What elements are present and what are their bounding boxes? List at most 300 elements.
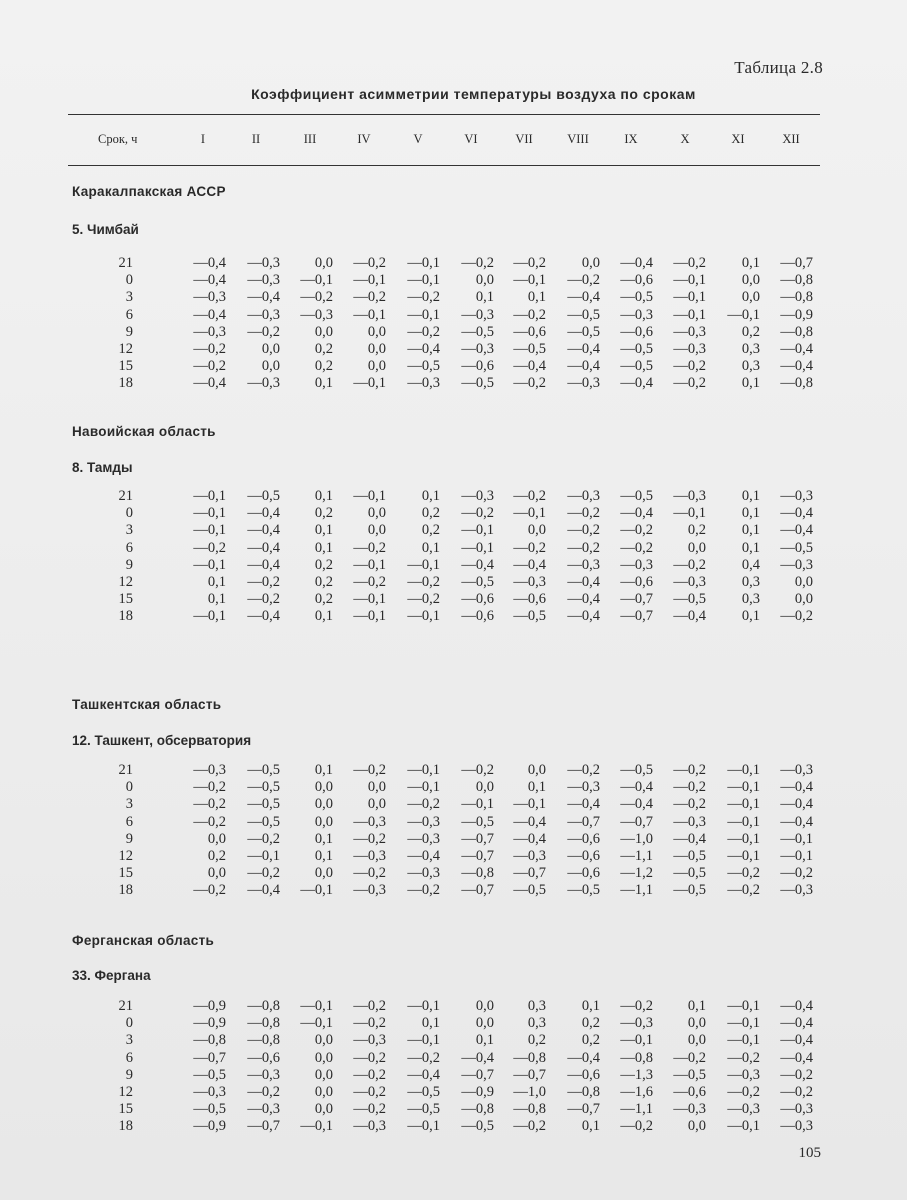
value-cell: 0,2 bbox=[581, 1015, 600, 1032]
table-row bbox=[0, 865, 907, 882]
value-cell: —0,3 bbox=[620, 1015, 653, 1032]
value-cell: —0,3 bbox=[673, 340, 706, 357]
value-cell: 0,0 bbox=[741, 272, 760, 289]
value-cell: 0,0 bbox=[314, 323, 333, 340]
value-cell: 0,3 bbox=[741, 573, 760, 590]
value-cell: —0,1 bbox=[407, 998, 440, 1014]
value-cell: 0,3 bbox=[527, 1015, 546, 1032]
value-cell: —0,8 bbox=[780, 375, 813, 392]
value-cell: 0,0 bbox=[367, 522, 386, 539]
value-cell: —0,1 bbox=[193, 556, 226, 573]
value-cell: —0,1 bbox=[353, 591, 386, 608]
value-cell: —0,5 bbox=[461, 1118, 494, 1135]
table-row bbox=[0, 272, 907, 289]
value-cell: —0,5 bbox=[620, 762, 653, 778]
value-cell: —0,4 bbox=[247, 522, 280, 539]
value-cell: 0,0 bbox=[367, 779, 386, 796]
value-cell: —0,3 bbox=[461, 340, 494, 357]
value-cell: —0,1 bbox=[193, 608, 226, 625]
value-cell: —0,1 bbox=[407, 1032, 440, 1049]
value-cell: —0,3 bbox=[353, 1118, 386, 1135]
value-cell: 0,0 bbox=[687, 1032, 706, 1049]
value-cell: —0,4 bbox=[567, 608, 600, 625]
srok-cell: 12 bbox=[118, 1083, 133, 1100]
value-cell: —0,5 bbox=[247, 762, 280, 778]
value-cell: —0,4 bbox=[407, 340, 440, 357]
value-cell: —0,7 bbox=[513, 1066, 546, 1083]
value-cell: 0,2 bbox=[314, 573, 333, 590]
value-cell: —0,7 bbox=[461, 882, 494, 899]
value-cell: —0,1 bbox=[673, 289, 706, 306]
value-cell: —0,1 bbox=[673, 272, 706, 289]
value-cell: 0,0 bbox=[527, 522, 546, 539]
value-cell: —0,7 bbox=[567, 1101, 600, 1118]
value-cell: —0,4 bbox=[780, 1015, 813, 1032]
value-cell: —0,2 bbox=[673, 762, 706, 778]
value-cell: —0,8 bbox=[567, 1083, 600, 1100]
srok-cell: 0 bbox=[125, 272, 133, 289]
value-cell: —0,8 bbox=[461, 1101, 494, 1118]
value-cell: —0,4 bbox=[620, 796, 653, 813]
value-cell: 0,1 bbox=[581, 998, 600, 1014]
value-cell: —0,4 bbox=[567, 796, 600, 813]
value-cell: —0,3 bbox=[780, 556, 813, 573]
value-cell: —0,1 bbox=[780, 830, 813, 847]
value-cell: —0,5 bbox=[620, 488, 653, 504]
value-cell: 0,2 bbox=[207, 847, 226, 864]
srok-cell: 12 bbox=[118, 340, 133, 357]
month-header: VII bbox=[515, 132, 533, 146]
value-cell: —0,2 bbox=[620, 522, 653, 539]
table-row bbox=[0, 1050, 907, 1067]
value-cell: 0,0 bbox=[367, 796, 386, 813]
value-cell: —0,1 bbox=[461, 796, 494, 813]
value-cell: —0,2 bbox=[407, 1049, 440, 1066]
value-cell: —0,2 bbox=[193, 882, 226, 899]
value-cell: 0,1 bbox=[314, 539, 333, 556]
value-cell: —0,1 bbox=[727, 306, 760, 323]
value-cell: —0,2 bbox=[353, 1049, 386, 1066]
srok-cell: 9 bbox=[125, 830, 133, 847]
value-cell: —0,2 bbox=[193, 796, 226, 813]
value-cell: —0,2 bbox=[193, 358, 226, 375]
value-cell: —0,3 bbox=[780, 762, 813, 778]
value-cell: —0,2 bbox=[353, 830, 386, 847]
value-cell: —0,2 bbox=[673, 779, 706, 796]
value-cell: 0,1 bbox=[314, 830, 333, 847]
value-cell: —0,4 bbox=[567, 1049, 600, 1066]
value-cell: —0,2 bbox=[193, 813, 226, 830]
month-header: X bbox=[680, 132, 690, 146]
value-cell: —0,2 bbox=[353, 998, 386, 1014]
value-cell: 0,0 bbox=[314, 1066, 333, 1083]
station-title: 5. Чимбай bbox=[72, 222, 139, 237]
value-cell: 0,1 bbox=[741, 488, 760, 504]
value-cell: —0,6 bbox=[461, 591, 494, 608]
value-cell: —0,2 bbox=[407, 796, 440, 813]
value-cell: —0,2 bbox=[727, 882, 760, 899]
value-cell: —0,3 bbox=[673, 323, 706, 340]
value-cell: —0,1 bbox=[353, 556, 386, 573]
value-cell: 0,0 bbox=[475, 998, 494, 1014]
value-cell: 0,1 bbox=[314, 608, 333, 625]
value-cell: —0,5 bbox=[780, 539, 813, 556]
value-cell: —0,4 bbox=[247, 608, 280, 625]
value-cell: 0,1 bbox=[421, 1015, 440, 1032]
srok-cell: 0 bbox=[125, 505, 133, 522]
value-cell: —0,2 bbox=[673, 255, 706, 271]
value-cell: —0,1 bbox=[780, 847, 813, 864]
station-data-block bbox=[0, 762, 907, 900]
value-cell: —0,3 bbox=[247, 255, 280, 271]
value-cell: —0,3 bbox=[780, 882, 813, 899]
srok-cell: 9 bbox=[125, 1066, 133, 1083]
value-cell: —0,2 bbox=[567, 505, 600, 522]
value-cell: —0,2 bbox=[673, 1049, 706, 1066]
value-cell: 0,0 bbox=[314, 865, 333, 882]
value-cell: —0,3 bbox=[567, 779, 600, 796]
value-cell: —0,2 bbox=[353, 539, 386, 556]
value-cell: —0,2 bbox=[673, 796, 706, 813]
value-cell: 0,3 bbox=[741, 340, 760, 357]
value-cell: 0,0 bbox=[314, 255, 333, 271]
value-cell: —0,5 bbox=[513, 340, 546, 357]
value-cell: —0,4 bbox=[780, 813, 813, 830]
value-cell: —0,4 bbox=[461, 1049, 494, 1066]
value-cell: —0,3 bbox=[620, 556, 653, 573]
value-cell: —0,2 bbox=[780, 865, 813, 882]
region-title: Каракалпакская АССР bbox=[72, 184, 226, 199]
value-cell: 0,1 bbox=[314, 847, 333, 864]
region-title: Ташкентская область bbox=[72, 697, 222, 712]
value-cell: —0,4 bbox=[780, 779, 813, 796]
value-cell: 0,1 bbox=[741, 608, 760, 625]
value-cell: —1,1 bbox=[620, 847, 653, 864]
value-cell: —0,2 bbox=[407, 573, 440, 590]
value-cell: 0,0 bbox=[475, 272, 494, 289]
table-row bbox=[0, 779, 907, 796]
value-cell: 0,2 bbox=[687, 522, 706, 539]
value-cell: 0,0 bbox=[367, 323, 386, 340]
table-row bbox=[0, 522, 907, 539]
value-cell: 0,1 bbox=[421, 488, 440, 504]
value-cell: —0,1 bbox=[407, 608, 440, 625]
value-cell: 0,1 bbox=[581, 1118, 600, 1135]
value-cell: —0,3 bbox=[461, 306, 494, 323]
value-cell: —0,1 bbox=[407, 779, 440, 796]
value-cell: —0,5 bbox=[673, 847, 706, 864]
table-row bbox=[0, 375, 907, 392]
value-cell: —0,1 bbox=[513, 505, 546, 522]
region-title: Навоийская область bbox=[72, 424, 216, 439]
value-cell: —0,2 bbox=[247, 1083, 280, 1100]
value-cell: 0,2 bbox=[314, 340, 333, 357]
value-cell: —0,1 bbox=[673, 306, 706, 323]
value-cell: —0,7 bbox=[513, 865, 546, 882]
station-data-block bbox=[0, 998, 907, 1136]
value-cell: —0,1 bbox=[407, 1118, 440, 1135]
value-cell: —0,2 bbox=[513, 306, 546, 323]
value-cell: —0,1 bbox=[727, 847, 760, 864]
value-cell: —0,1 bbox=[300, 882, 333, 899]
value-cell: —0,1 bbox=[727, 998, 760, 1014]
value-cell: —0,3 bbox=[300, 306, 333, 323]
month-header: III bbox=[303, 132, 317, 146]
value-cell: —0,4 bbox=[567, 591, 600, 608]
value-cell: 0,0 bbox=[475, 779, 494, 796]
value-cell: —0,5 bbox=[620, 289, 653, 306]
value-cell: —0,3 bbox=[407, 865, 440, 882]
table-row bbox=[0, 505, 907, 522]
srok-cell: 3 bbox=[125, 796, 133, 813]
srok-cell: 6 bbox=[125, 539, 133, 556]
value-cell: —0,2 bbox=[247, 865, 280, 882]
table-title: Коэффициент асимметрии температуры воздуха по срокам bbox=[251, 86, 696, 102]
value-cell: —0,2 bbox=[567, 539, 600, 556]
value-cell: —0,4 bbox=[247, 289, 280, 306]
value-cell: —0,6 bbox=[567, 830, 600, 847]
value-cell: —0,2 bbox=[353, 762, 386, 778]
value-cell: 0,1 bbox=[314, 375, 333, 392]
value-cell: —0,1 bbox=[300, 272, 333, 289]
value-cell: —0,1 bbox=[727, 1015, 760, 1032]
value-cell: —0,1 bbox=[193, 505, 226, 522]
month-header: II bbox=[251, 132, 261, 146]
value-cell: —0,2 bbox=[461, 255, 494, 271]
value-cell: 0,1 bbox=[314, 522, 333, 539]
value-cell: 0,0 bbox=[687, 539, 706, 556]
value-cell: —0,4 bbox=[780, 1032, 813, 1049]
value-cell: —0,7 bbox=[461, 1066, 494, 1083]
value-cell: —0,3 bbox=[673, 488, 706, 504]
value-cell: 0,1 bbox=[741, 255, 760, 271]
table-row bbox=[0, 796, 907, 813]
value-cell: —0,1 bbox=[461, 522, 494, 539]
value-cell: 0,0 bbox=[581, 255, 600, 271]
value-cell: 0,0 bbox=[314, 796, 333, 813]
srok-cell: 15 bbox=[118, 591, 133, 608]
header-top-rule bbox=[68, 114, 820, 115]
value-cell: —0,6 bbox=[513, 591, 546, 608]
value-cell: —0,1 bbox=[461, 539, 494, 556]
value-cell: —0,7 bbox=[461, 830, 494, 847]
srok-cell: 3 bbox=[125, 522, 133, 539]
value-cell: 0,0 bbox=[367, 358, 386, 375]
table-row bbox=[0, 1015, 907, 1032]
value-cell: —0,2 bbox=[353, 1083, 386, 1100]
table-row bbox=[0, 324, 907, 341]
value-cell: —0,2 bbox=[461, 505, 494, 522]
value-cell: —0,7 bbox=[780, 255, 813, 271]
value-cell: —0,5 bbox=[407, 1101, 440, 1118]
srok-cell: 21 bbox=[118, 255, 133, 271]
value-cell: 0,0 bbox=[314, 1032, 333, 1049]
value-cell: —0,1 bbox=[727, 1032, 760, 1049]
value-cell: —0,3 bbox=[727, 1101, 760, 1118]
month-header: XI bbox=[731, 132, 745, 146]
value-cell: —0,3 bbox=[780, 1101, 813, 1118]
srok-cell: 18 bbox=[118, 608, 133, 625]
value-cell: —0,5 bbox=[461, 813, 494, 830]
value-cell: —0,3 bbox=[727, 1066, 760, 1083]
month-header: VIII bbox=[567, 132, 589, 146]
month-header: VI bbox=[464, 132, 478, 146]
srok-cell: 18 bbox=[118, 882, 133, 899]
value-cell: —0,8 bbox=[780, 323, 813, 340]
value-cell: —0,3 bbox=[567, 556, 600, 573]
value-cell: —0,4 bbox=[247, 556, 280, 573]
table-row bbox=[0, 488, 907, 505]
value-cell: —0,4 bbox=[513, 813, 546, 830]
value-cell: —0,1 bbox=[353, 306, 386, 323]
value-cell: —0,2 bbox=[300, 289, 333, 306]
value-cell: 0,1 bbox=[421, 539, 440, 556]
value-cell: —0,3 bbox=[673, 573, 706, 590]
value-cell: —0,1 bbox=[727, 813, 760, 830]
station-title: 12. Ташкент, обсерватория bbox=[72, 733, 252, 748]
value-cell: 0,0 bbox=[314, 779, 333, 796]
value-cell: —0,2 bbox=[513, 539, 546, 556]
value-cell: —0,3 bbox=[513, 573, 546, 590]
value-cell: —0,2 bbox=[567, 522, 600, 539]
value-cell: —0,2 bbox=[673, 358, 706, 375]
value-cell: 0,1 bbox=[687, 998, 706, 1014]
table-row bbox=[0, 591, 907, 608]
value-cell: —0,3 bbox=[620, 306, 653, 323]
value-cell: —0,4 bbox=[193, 375, 226, 392]
value-cell: 0,0 bbox=[314, 813, 333, 830]
table-row bbox=[0, 1118, 907, 1135]
table-label: Таблица 2.8 bbox=[734, 58, 823, 77]
value-cell: —0,1 bbox=[407, 272, 440, 289]
value-cell: —0,3 bbox=[513, 847, 546, 864]
value-cell: —0,4 bbox=[620, 779, 653, 796]
table-row bbox=[0, 1067, 907, 1084]
value-cell: —0,6 bbox=[461, 358, 494, 375]
value-cell: —0,1 bbox=[407, 255, 440, 271]
value-cell: 0,1 bbox=[741, 505, 760, 522]
value-cell: —0,2 bbox=[353, 1101, 386, 1118]
value-cell: —0,2 bbox=[513, 375, 546, 392]
page-number: 105 bbox=[798, 1145, 821, 1161]
value-cell: 0,2 bbox=[421, 522, 440, 539]
value-cell: 0,3 bbox=[527, 998, 546, 1014]
value-cell: —0,5 bbox=[620, 358, 653, 375]
value-cell: —0,5 bbox=[673, 882, 706, 899]
value-cell: —0,5 bbox=[407, 1083, 440, 1100]
table-row bbox=[0, 557, 907, 574]
value-cell: 0,1 bbox=[741, 375, 760, 392]
table-row bbox=[0, 814, 907, 831]
value-cell: —0,3 bbox=[193, 323, 226, 340]
region-title: Ферганская область bbox=[72, 933, 215, 948]
value-cell: —0,4 bbox=[567, 358, 600, 375]
table-row bbox=[0, 307, 907, 324]
value-cell: —0,4 bbox=[193, 255, 226, 271]
value-cell: —0,5 bbox=[247, 813, 280, 830]
srok-cell: 21 bbox=[118, 998, 133, 1014]
value-cell: —0,1 bbox=[727, 762, 760, 778]
value-cell: 0,0 bbox=[794, 573, 813, 590]
srok-cell: 12 bbox=[118, 847, 133, 864]
value-cell: 0,2 bbox=[421, 505, 440, 522]
value-cell: —0,7 bbox=[620, 591, 653, 608]
value-cell: —0,2 bbox=[193, 779, 226, 796]
value-cell: —0,2 bbox=[353, 1066, 386, 1083]
table-row bbox=[0, 831, 907, 848]
value-cell: —1,1 bbox=[620, 1101, 653, 1118]
srok-column-header: Срок, ч bbox=[98, 132, 138, 146]
value-cell: —0,1 bbox=[193, 488, 226, 504]
value-cell: —0,2 bbox=[353, 255, 386, 271]
value-cell: —0,6 bbox=[567, 865, 600, 882]
value-cell: —0,2 bbox=[193, 539, 226, 556]
table-row bbox=[0, 358, 907, 375]
value-cell: 0,0 bbox=[367, 505, 386, 522]
value-cell: 0,1 bbox=[314, 762, 333, 778]
value-cell: —0,3 bbox=[780, 488, 813, 504]
value-cell: —0,3 bbox=[247, 306, 280, 323]
value-cell: —0,3 bbox=[193, 289, 226, 306]
value-cell: —0,1 bbox=[300, 998, 333, 1014]
value-cell: —0,5 bbox=[461, 323, 494, 340]
value-cell: —0,3 bbox=[673, 1101, 706, 1118]
value-cell: —0,1 bbox=[353, 608, 386, 625]
value-cell: —0,3 bbox=[461, 488, 494, 504]
value-cell: —0,4 bbox=[247, 539, 280, 556]
value-cell: —0,1 bbox=[620, 1032, 653, 1049]
value-cell: —0,5 bbox=[461, 573, 494, 590]
table-row bbox=[0, 1032, 907, 1049]
value-cell: —0,1 bbox=[353, 375, 386, 392]
value-cell: —0,5 bbox=[567, 323, 600, 340]
value-cell: —0,1 bbox=[673, 505, 706, 522]
value-cell: 0,0 bbox=[207, 865, 226, 882]
value-cell: —0,9 bbox=[461, 1083, 494, 1100]
value-cell: —0,6 bbox=[620, 573, 653, 590]
value-cell: —0,8 bbox=[513, 1049, 546, 1066]
value-cell: 0,0 bbox=[741, 289, 760, 306]
station-title: 8. Тамды bbox=[72, 460, 133, 475]
value-cell: 0,0 bbox=[527, 762, 546, 778]
value-cell: —0,2 bbox=[461, 762, 494, 778]
value-cell: —0,8 bbox=[780, 289, 813, 306]
value-cell: —0,2 bbox=[567, 762, 600, 778]
station-data-block bbox=[0, 488, 907, 626]
value-cell: —0,5 bbox=[247, 796, 280, 813]
value-cell: —0,6 bbox=[567, 847, 600, 864]
value-cell: —0,6 bbox=[247, 1049, 280, 1066]
value-cell: —0,3 bbox=[407, 375, 440, 392]
value-cell: —0,3 bbox=[247, 375, 280, 392]
value-cell: —0,6 bbox=[567, 1066, 600, 1083]
table-row bbox=[0, 998, 907, 1015]
value-cell: 0,1 bbox=[207, 573, 226, 590]
value-cell: —0,2 bbox=[727, 865, 760, 882]
srok-cell: 0 bbox=[125, 1015, 133, 1032]
value-cell: —0,4 bbox=[620, 505, 653, 522]
value-cell: —1,0 bbox=[620, 830, 653, 847]
value-cell: —0,1 bbox=[513, 272, 546, 289]
value-cell: —0,2 bbox=[407, 882, 440, 899]
value-cell: —0,2 bbox=[780, 608, 813, 625]
value-cell: —0,8 bbox=[461, 865, 494, 882]
value-cell: —0,4 bbox=[461, 556, 494, 573]
value-cell: —0,4 bbox=[513, 556, 546, 573]
value-cell: —0,2 bbox=[620, 539, 653, 556]
srok-cell: 6 bbox=[125, 1049, 133, 1066]
value-cell: —0,1 bbox=[727, 779, 760, 796]
